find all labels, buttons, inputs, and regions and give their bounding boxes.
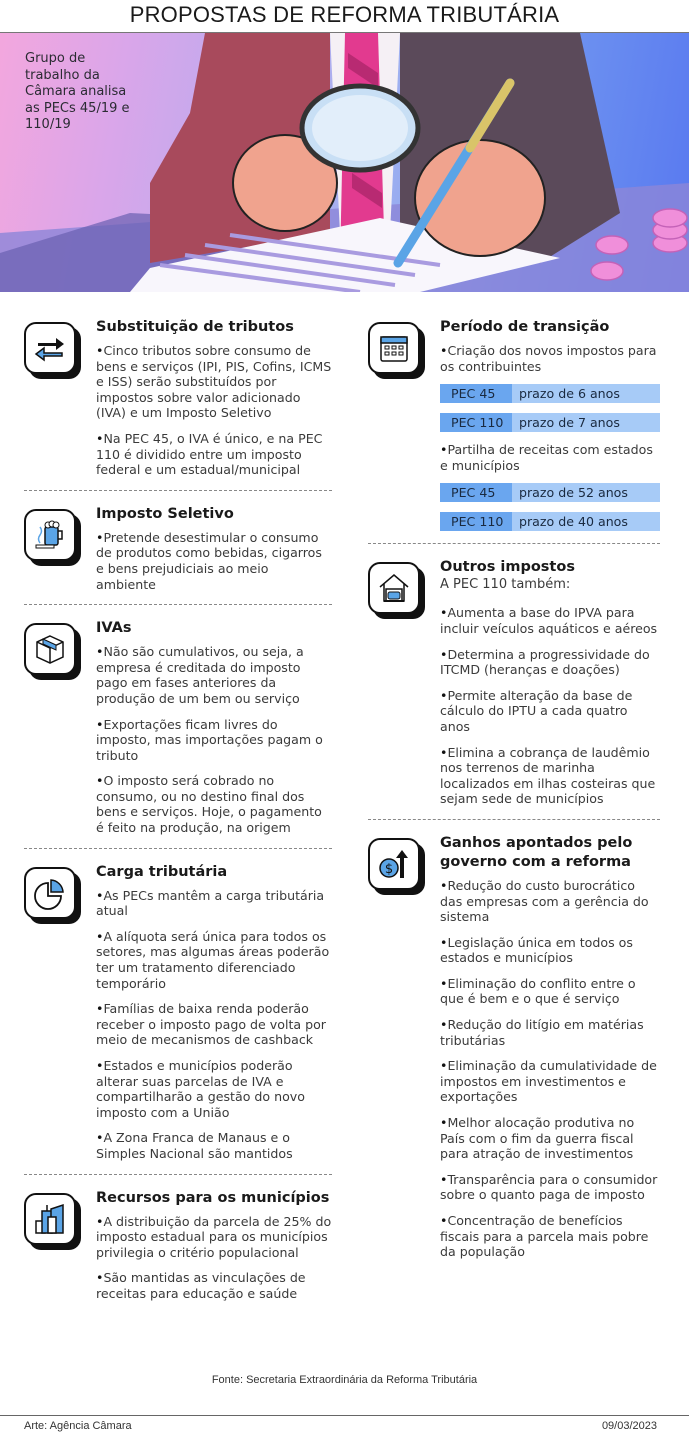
section-carga-tributaria (24, 863, 332, 1162)
left-column (24, 318, 332, 1312)
divider (368, 543, 660, 544)
pec-row (440, 384, 660, 403)
divider (24, 490, 332, 491)
bullet-item: • Exportações ficam livres do imposto, mas importações pagam o tributo (96, 717, 332, 764)
section-outros-impostos (368, 558, 660, 807)
bullet-item: • Determina a progressividade do ITCMD (heranças e doações) (440, 647, 660, 678)
section-imposto-seletivo (24, 505, 332, 592)
bullet-item: • A Zona Franca de Manaus e o Simples Nacional são mantidos (96, 1130, 332, 1161)
bullet-item: • Partilha de receitas com estados e municípios (440, 442, 660, 473)
bullet-item: • Melhor alocação produtiva no País com o fim da guerra fiscal para atração de investimentos (440, 1115, 660, 1162)
credit-text: Arte: Agência Câmara (24, 1420, 132, 1432)
section-title: Imposto Seletivo (96, 505, 234, 522)
dollar-coin-arrow-up-icon (368, 838, 420, 890)
section-title: IVAs (96, 620, 132, 637)
bullet-item: • As PECs mantêm a carga tributária atual (96, 888, 332, 919)
bullet-item: • A distribuição da parcela de 25% do imposto estadual para os municípios privilegia o critério populacional (96, 1214, 332, 1261)
package-box-icon (24, 623, 76, 675)
swap-arrows-icon (24, 322, 76, 374)
pec-value: prazo de 6 anos (512, 384, 660, 403)
bullet-item: • A alíquota será única para todos os setores, mas algumas áreas poderão ter um tratamento diferenciado temporário (96, 929, 332, 991)
bullet-item: • Estados e municípios poderão alterar suas parcelas de IVA e compartilharão a gestão do novo imposto com a União (96, 1058, 332, 1120)
pec-value: prazo de 52 anos (512, 483, 660, 502)
bullet-item: • Permite alteração da base de cálculo do IPTU a cada quatro anos (440, 688, 660, 735)
pec-label: PEC 45 (440, 483, 512, 502)
bullet-item: • Não são cumulativos, ou seja, a empresa é creditada do imposto pago em fases anteriores da produção de um bem ou serviço (96, 644, 332, 706)
bullet-item: • Cinco tributos sobre consumo de bens e serviços (IPI, PIS, Cofins, ICMS e ISS) serão substituídos por impostos sobre valor adicionado (IVA) e um Imposto Seletivo (96, 343, 332, 421)
hero-banner (0, 33, 689, 292)
pec-row (440, 413, 660, 432)
section-title: Período de transição (440, 319, 610, 335)
source-note: Fonte: Secretaria Extraordinária da Reforma Tributária (211, 1374, 478, 1386)
bullet-item: • Criação dos novos impostos para os contribuintes (440, 343, 660, 374)
bullet-item: • Na PEC 45, o IVA é único, e na PEC 110 é dividido entre um imposto federal e um estadual/municipal (96, 431, 332, 478)
section-ganhos (368, 834, 660, 1260)
bullet-item: • Eliminação da cumulatividade de impostos em investimentos e exportações (440, 1058, 660, 1105)
section-substituicao (24, 318, 332, 478)
section-title: Recursos para os municípios (96, 1189, 330, 1206)
page-title: PROPOSTAS DE REFORMA TRIBUTÁRIA (0, 0, 689, 33)
section-ivas (24, 619, 332, 836)
bullet-item: • Elimina a cobrança de laudêmio nos terrenos de marinha localizados em ilhas costeiras que sejam sede de municípios (440, 745, 660, 807)
divider (24, 1174, 332, 1175)
bullet-item: • Transparência para o consumidor sobre o quanto paga de imposto (440, 1172, 660, 1203)
pec-value: prazo de 7 anos (512, 413, 660, 432)
date-text: 09/03/2023 (601, 1420, 657, 1432)
divider (24, 848, 332, 849)
bullet-item: • Redução do custo burocrático das empresas com a gerência do sistema (440, 878, 660, 925)
pie-chart-icon (24, 867, 76, 919)
pec-label: PEC 45 (440, 384, 512, 403)
right-column (368, 318, 660, 1270)
bullet-item: • Legislação única em todos os estados e municípios (440, 935, 660, 966)
divider (24, 604, 332, 605)
city-buildings-icon (24, 1193, 76, 1245)
bullet-item: • Redução do litígio em matérias tributárias (440, 1017, 660, 1048)
section-periodo-transicao (368, 318, 660, 531)
bullet-item: • Aumenta a base do IPVA para incluir veículos aquáticos e aéreos (440, 605, 660, 636)
pec-value: prazo de 40 anos (512, 512, 660, 531)
calendar-icon (368, 322, 420, 374)
bullet-item: • Pretende desestimular o consumo de produtos como bebidas, cigarros e bens prejudiciais ao meio ambiente (96, 530, 332, 592)
footer-divider (0, 1415, 689, 1416)
section-title: Ganhos apontados pelo governo com a reforma (440, 834, 633, 870)
pec-label: PEC 110 (440, 413, 512, 432)
section-title: Substituição de tributos (96, 319, 294, 335)
section-subtitle: A PEC 110 também: (440, 577, 571, 593)
bullet-item: • São mantidas as vinculações de receitas para educação e saúde (96, 1270, 332, 1301)
bullet-item: • Eliminação do conflito entre o que é bem e o que é serviço (440, 976, 660, 1007)
section-title: Carga tributária (96, 863, 228, 880)
hero-caption: Grupo de trabalho da Câmara analisa as PECs 45/19 e 110/19 (25, 51, 130, 132)
pec-row (440, 512, 660, 531)
section-title: Outros impostos (440, 559, 575, 576)
pec-label: PEC 110 (440, 512, 512, 531)
section-recursos-municipios (24, 1189, 332, 1302)
bullet-item: • O imposto será cobrado no consumo, ou no destino final dos bens e serviços. Hoje, o pagamento é feito na produção, na origem (96, 773, 332, 835)
pec-row (440, 483, 660, 502)
beer-mug-cigarette-icon (24, 509, 76, 561)
house-garage-car-icon (368, 562, 420, 614)
svg-text:$: $ (384, 861, 394, 877)
bullet-item: • Concentração de benefícios fiscais para a parcela mais pobre da população (440, 1213, 660, 1260)
divider (368, 819, 660, 820)
bullet-item: • Famílias de baixa renda poderão receber o imposto pago de volta por meio de mecanismos de cashback (96, 1001, 332, 1048)
